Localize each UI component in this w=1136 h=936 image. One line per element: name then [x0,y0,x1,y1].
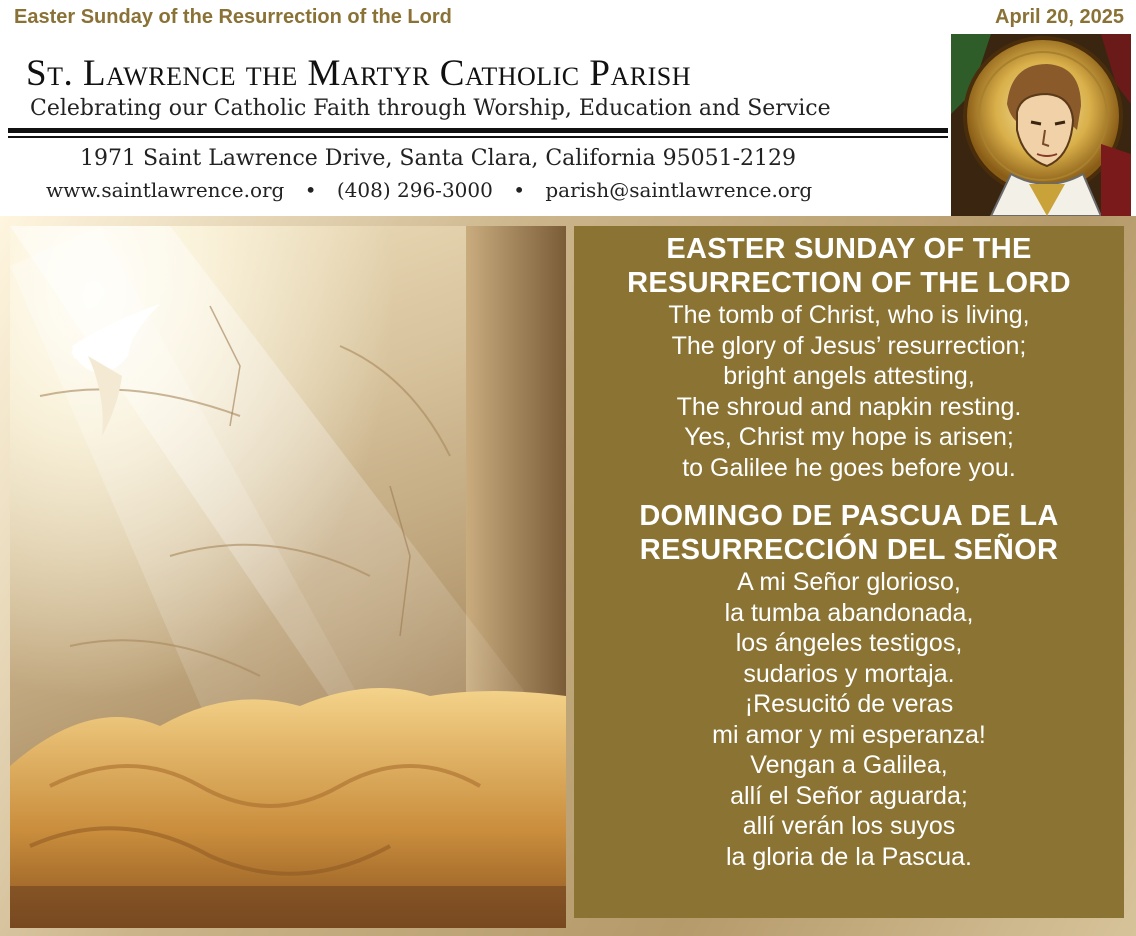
saint-lawrence-stained-glass-image [951,34,1131,216]
spanish-verse-line: la tumba abandonada, [724,598,974,627]
english-verse-line: to Galilee he goes before you. [682,453,1016,482]
english-verse-line: bright angels attesting, [723,362,975,390]
parish-contact [46,178,812,202]
bulletin-date: April 20, 2025 [995,6,1124,28]
spanish-verse-line: mi amor y mi esperanza! [712,720,986,749]
spanish-verse-line: los ángeles testigos, [735,629,963,657]
phone-number: (408) 296-3000 [336,178,493,202]
masthead-rule-thick [8,128,948,133]
saint-portrait-icon [951,34,1131,216]
top-bar [0,0,1136,34]
empty-tomb-image [10,226,566,928]
english-verse-line: The shroud and napkin resting. [676,392,1022,421]
english-title-line-1: EASTER SUNDAY OF THE [666,233,1032,265]
english-verse-line: The glory of Jesus’ resurrection; [671,331,1027,360]
spanish-verse-line: sudarios y mortaja. [743,659,955,688]
parish-address: 1971 Saint Lawrence Drive, Santa Clara, California 95051-2129 [80,146,796,171]
email-link[interactable]: parish@saintlawrence.org [545,178,813,202]
spanish-verse-line: Vengan a Galilea, [750,751,948,779]
occasion-heading: Easter Sunday of the Resurrection of the Lord [14,6,452,28]
masthead-rule-thin [8,136,948,138]
english-title-line-2: RESURRECTION OF THE LORD [627,267,1071,299]
parish-masthead [0,34,945,214]
spanish-title-line-1: DOMINGO DE PASCUA DE LA [639,500,1059,532]
spanish-verse-line: ¡Resucitó de veras [744,690,954,718]
separator-dot: • [513,178,525,202]
easter-verses-panel [574,226,1124,918]
spanish-title-line-2: RESURRECCIÓN DEL SEÑOR [639,534,1059,566]
spanish-verse-line: A mi Señor glorioso, [737,568,961,596]
parish-name: St. Lawrence the Martyr Catholic Parish [26,53,691,94]
parish-tagline: Celebrating our Catholic Faith through Worship, Education and Service [30,96,831,121]
english-verse-line: Yes, Christ my hope is arisen; [684,423,1014,451]
spanish-verse-line: allí verán los suyos [742,812,956,840]
empty-tomb-dove-icon [10,226,566,928]
spanish-verse-line: la gloria de la Pascua. [726,842,972,871]
website-link[interactable]: www.saintlawrence.org [46,178,285,202]
spanish-verse-line: allí el Señor aguarda; [730,781,968,810]
english-verse-line: The tomb of Christ, who is living, [668,301,1030,329]
separator-dot: • [304,178,317,202]
